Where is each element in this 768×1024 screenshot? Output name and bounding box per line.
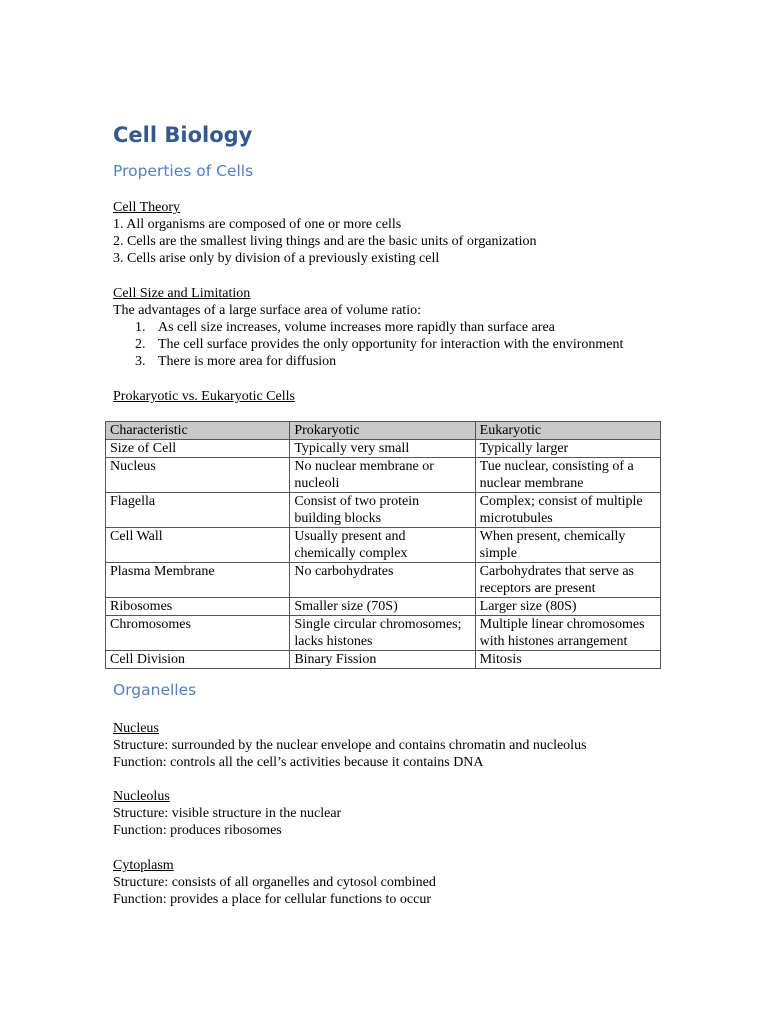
table-cell-line: Complex; consist of multiple <box>479 494 643 509</box>
organelle-cytoplasm <box>113 857 673 908</box>
table-cell-line: Plasma Membrane <box>110 564 215 579</box>
organelle-structure: Structure: consists of all organelles and cytosol combined <box>113 875 436 890</box>
list-item-text: As cell size increases, volume increases more rapidly than surface area <box>158 320 555 335</box>
table-cell-line: microtubules <box>479 511 553 526</box>
cell-theory-block <box>113 199 673 267</box>
organelle-structure: Structure: surrounded by the nuclear envelope and contains chromatin and nucleolus <box>113 738 587 753</box>
table-cell <box>106 563 290 598</box>
cell-size-intro: The advantages of a large surface area of volume ratio: <box>113 303 421 318</box>
table-cell <box>475 563 660 598</box>
table-cell-line: simple <box>479 546 517 561</box>
document-title: Cell Biology <box>113 123 253 147</box>
table-cell-line: with histones arrangement <box>479 634 628 649</box>
cell-size-heading: Cell Size and Limitation <box>113 286 251 301</box>
table-cell <box>106 651 290 669</box>
list-item <box>113 319 673 336</box>
organelle-nucleolus <box>113 788 673 839</box>
table-row <box>106 651 661 669</box>
list-item-number: 1. <box>135 320 146 335</box>
table-cell <box>106 458 290 493</box>
table-header-cell: Eukaryotic <box>475 422 660 440</box>
table-cell <box>290 651 475 669</box>
table-cell-line: chemically complex <box>294 546 408 561</box>
table-cell <box>475 598 660 616</box>
table-cell-line: Typically larger <box>479 441 569 456</box>
table-cell <box>475 458 660 493</box>
table-cell-line: nucleoli <box>294 476 340 491</box>
table-cell-line: Ribosomes <box>110 599 173 614</box>
organelle-function: Function: controls all the cell’s activities because it contains DNA <box>113 755 484 770</box>
table-cell-line: Single circular chromosomes; <box>294 617 462 632</box>
table-row <box>106 598 661 616</box>
table-cell-line: Nucleus <box>110 459 156 474</box>
organelle-name: Nucleolus <box>113 789 170 804</box>
table-cell <box>106 440 290 458</box>
table-cell <box>106 528 290 563</box>
table-cell-line: nuclear membrane <box>479 476 584 491</box>
cell-theory-item: 3. Cells arise only by division of a previously existing cell <box>113 251 440 266</box>
cell-theory-item: 2. Cells are the smallest living things and are the basic units of organization <box>113 234 537 249</box>
cell-size-list <box>113 319 673 370</box>
table-cell-line: Tue nuclear, consisting of a <box>479 459 634 474</box>
list-item-number: 3. <box>135 354 146 369</box>
heading-properties-of-cells: Properties of Cells <box>113 162 254 180</box>
table-body <box>106 440 661 669</box>
table-cell-line: Consist of two protein <box>294 494 420 509</box>
table-cell-line: Flagella <box>110 494 156 509</box>
organelle-function: Function: produces ribosomes <box>113 823 282 838</box>
list-item <box>113 336 673 353</box>
table-cell <box>106 598 290 616</box>
table-cell-line: Binary Fission <box>294 652 377 667</box>
cell-theory-item: 1. All organisms are composed of one or more cells <box>113 217 402 232</box>
comparison-heading: Prokaryotic vs. Eukaryotic Cells <box>113 389 295 404</box>
table-cell-line: building blocks <box>294 511 382 526</box>
table-cell-line: Typically very small <box>294 441 410 456</box>
table-cell <box>290 440 475 458</box>
table-header-cell: Prokaryotic <box>290 422 475 440</box>
cell-theory-heading: Cell Theory <box>113 200 181 215</box>
table-row <box>106 493 661 528</box>
table-cell <box>290 528 475 563</box>
organelle-function: Function: provides a place for cellular functions to occur <box>113 892 432 907</box>
table-row <box>106 616 661 651</box>
table-row <box>106 458 661 493</box>
table-cell <box>475 528 660 563</box>
table-cell-line: Cell Wall <box>110 529 163 544</box>
heading-organelles: Organelles <box>113 681 197 699</box>
table-cell <box>106 616 290 651</box>
table-cell <box>290 598 475 616</box>
table-cell-line: Multiple linear chromosomes <box>479 617 645 632</box>
table-cell <box>290 563 475 598</box>
cell-size-block <box>113 285 673 370</box>
table-cell-line: Size of Cell <box>110 441 177 456</box>
table-cell <box>475 440 660 458</box>
list-item-number: 2. <box>135 337 146 352</box>
table-cell-line: No nuclear membrane or <box>294 459 434 474</box>
table-cell <box>475 651 660 669</box>
table-header-row <box>106 422 661 440</box>
table-cell-line: receptors are present <box>479 581 596 596</box>
comparison-table <box>105 421 661 669</box>
table-cell-line: Chromosomes <box>110 617 191 632</box>
organelle-name: Nucleus <box>113 721 159 736</box>
table-row <box>106 563 661 598</box>
table-cell <box>106 493 290 528</box>
list-item-text: There is more area for diffusion <box>158 354 337 369</box>
organelle-name: Cytoplasm <box>113 858 174 873</box>
table-cell-line: Cell Division <box>110 652 186 667</box>
table-header-cell: Characteristic <box>106 422 290 440</box>
table-cell-line: Larger size (80S) <box>479 599 577 614</box>
list-item-text: The cell surface provides the only opportunity for interaction with the environment <box>158 337 624 352</box>
table-row <box>106 440 661 458</box>
table-cell <box>475 616 660 651</box>
table-cell-line: lacks histones <box>294 634 373 649</box>
table-cell-line: Smaller size (70S) <box>294 599 398 614</box>
table-cell <box>475 493 660 528</box>
table-cell <box>290 458 475 493</box>
table-cell-line: When present, chemically <box>479 529 626 544</box>
organelle-structure: Structure: visible structure in the nuclear <box>113 806 342 821</box>
table-cell-line: Usually present and <box>294 529 406 544</box>
table-cell-line: No carbohydrates <box>294 564 394 579</box>
table-row <box>106 528 661 563</box>
organelle-nucleus <box>113 720 673 771</box>
table-cell <box>290 493 475 528</box>
list-item <box>113 353 673 370</box>
table-cell-line: Mitosis <box>479 652 522 667</box>
comparison-heading-block <box>113 388 673 405</box>
table-cell <box>290 616 475 651</box>
table-cell-line: Carbohydrates that serve as <box>479 564 634 579</box>
